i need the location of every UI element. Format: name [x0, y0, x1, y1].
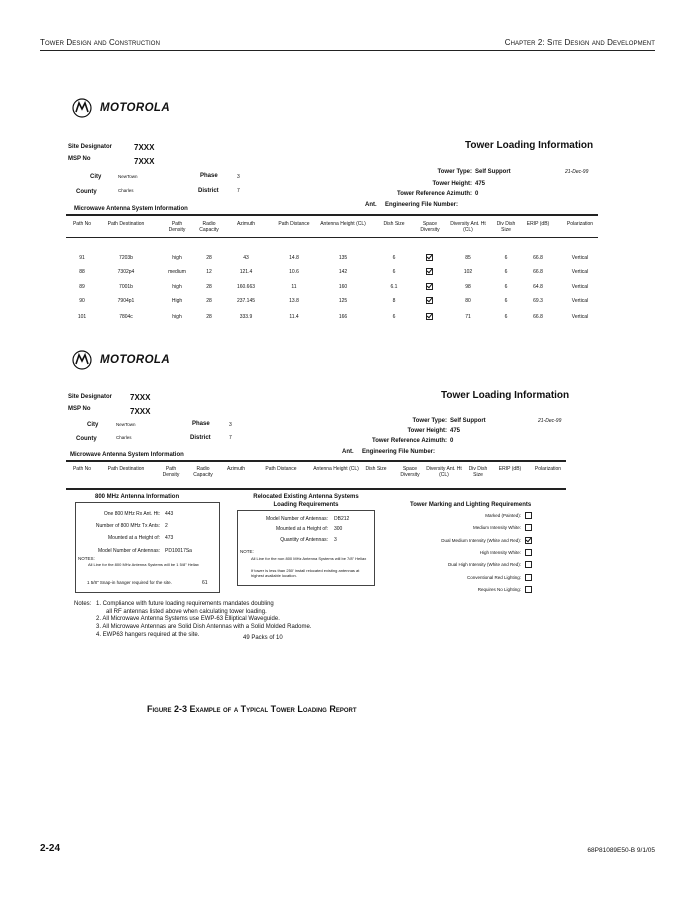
table-cell: 135 [338, 255, 348, 261]
tower-type-value: Self Support [475, 169, 511, 175]
marking-title: Tower Marking and Lighting Requirements [410, 502, 532, 508]
column-header: Diversity Ant. Ht (CL) [426, 466, 462, 478]
antenna-800-title: 800 MHz Antenna Information [95, 494, 180, 500]
site-designator-value: 7XXX [134, 143, 155, 152]
column-header: Path Distance [278, 221, 310, 227]
tower-type-label: Tower Type: [437, 169, 472, 175]
column-header: Div Dish Size [496, 221, 516, 233]
marking-item-label: High Intensity White: [479, 549, 521, 555]
column-header: Antenna Height (CL) [320, 221, 366, 227]
motorola-logo-2 [72, 350, 170, 370]
table-cell: 102 [463, 269, 473, 275]
marking-item-label: Medium Intensity White: [472, 525, 521, 531]
notes-label: NOTES: [78, 556, 95, 561]
table-cell: 28 [206, 255, 212, 261]
relocated-note-label: NOTE: [240, 549, 254, 554]
column-header: Radio Capacity [193, 466, 213, 478]
report-title: Tower Loading Information [465, 140, 594, 151]
mounted-height-value: 473 [165, 535, 174, 541]
table-cell: 237.145 [236, 298, 256, 304]
table-cell: 6 [392, 314, 396, 320]
table-cell: 166 [338, 314, 348, 320]
table-cell: 7001b [119, 284, 133, 290]
column-header: Antenna Height (CL) [313, 466, 359, 472]
table-cell: 88 [79, 269, 85, 275]
marking-item-label: Requires No Lighting: [477, 586, 521, 592]
table-cell: medium [168, 269, 186, 275]
table-cell: 6 [504, 298, 508, 304]
table-cell: 11 [291, 284, 297, 290]
report-date: 21-Dec-99 [565, 169, 589, 175]
city-label: City [87, 422, 99, 428]
tower-height-label: Tower Height: [407, 428, 447, 434]
column-header: Azimuth [226, 466, 246, 472]
column-header: Path Density [168, 221, 186, 233]
marking-checkbox [525, 512, 532, 519]
marking-checkbox [525, 549, 532, 556]
relocated-model-label: Model Number of Antennas: [266, 516, 328, 522]
table-cell: Vertical [571, 298, 589, 304]
county-value: Charles [118, 188, 134, 193]
column-header: Path No [72, 221, 92, 227]
note-item: 2. All Microwave Antenna Systems use EWP-63 Elliptical Waveguide. [96, 616, 280, 623]
running-header-left: Tower Design and Construction [40, 38, 161, 47]
report-title: Tower Loading Information [441, 390, 570, 401]
heliax-note: All Line for the 800 MHz Antenna Systems will be 1 5/8" Heliax [88, 562, 199, 567]
table-cell: Vertical [571, 269, 589, 275]
column-header: Polarization [534, 466, 562, 472]
table-cell: 125 [338, 298, 348, 304]
column-header: Path No [72, 466, 92, 472]
space-diversity-checkbox [426, 254, 433, 261]
mounted-height-label: Mounted at a Height of: [108, 535, 160, 541]
table-cell: 66.8 [533, 269, 543, 275]
table-cell: 80 [465, 298, 471, 304]
column-header: Space Diversity [400, 466, 420, 478]
azimuth-label: Tower Reference Azimuth: [371, 438, 447, 444]
marking-checkbox [525, 537, 532, 544]
table-cell: 69.3 [533, 298, 543, 304]
motorola-batwing-icon [72, 98, 92, 118]
relocated-note-1: All Line for the non 800 MHz Antenna Systems will be 7/8" Heliax [251, 556, 367, 561]
table-cell: high [172, 284, 182, 290]
msp-label: MSP No [68, 156, 91, 162]
table-header-rule [66, 237, 598, 238]
table-cell: 333.9 [239, 314, 253, 320]
relocated-mounted-value: 300 [334, 526, 343, 532]
table-cell: 8 [392, 298, 396, 304]
marking-checkbox [525, 586, 532, 593]
motorola-batwing-icon [72, 350, 92, 370]
table-cell: 66.8 [533, 314, 543, 320]
column-header: Div Dish Size [468, 466, 488, 478]
engineering-file-label: Engineering File Number: [362, 449, 436, 455]
tx-count-label: Number of 800 MHz Tx Ants: [95, 523, 160, 529]
page-number: 2-24 [40, 843, 61, 854]
snapin-note: 1 5/8" Snap-in hanger required for the site. [87, 580, 172, 585]
table-cell: Vertical [571, 284, 589, 290]
model-number-value: PD10017Sa [165, 548, 192, 554]
note-item: 1. Compliance with future loading requirements mandates doubling [96, 601, 274, 607]
table-cell: 6 [504, 255, 508, 261]
district-value: 7 [229, 435, 232, 441]
section-rule [66, 214, 598, 216]
column-header: Dish Size [365, 466, 387, 472]
column-header: ERIP (dB) [498, 466, 522, 472]
tower-height-value: 475 [475, 181, 486, 187]
table-cell: 89 [79, 284, 85, 290]
marking-checkbox [525, 561, 532, 568]
district-value: 7 [237, 188, 240, 194]
column-header: Polarization [566, 221, 594, 227]
microwave-section-label: Microwave Antenna System Information [70, 452, 184, 458]
column-header: Path Destination [107, 221, 145, 227]
snapin-count: 61 [202, 580, 208, 586]
phase-value: 3 [229, 422, 232, 428]
report-date: 21-Dec-99 [538, 418, 562, 424]
site-designator-value: 7XXX [130, 393, 151, 402]
azimuth-label: Tower Reference Azimuth: [396, 191, 472, 197]
msp-value: 7XXX [134, 157, 155, 166]
phase-value: 3 [237, 174, 240, 180]
table-cell: 10.6 [289, 269, 299, 275]
district-label: District [198, 188, 219, 194]
section-rule [66, 460, 566, 462]
table-cell: 7302p4 [117, 269, 135, 275]
table-cell: 7804c [119, 314, 133, 320]
marking-checkbox [525, 524, 532, 531]
table-cell: 160 [338, 284, 348, 290]
table-cell: 6 [392, 255, 396, 261]
tower-height-label: Tower Height: [432, 181, 472, 187]
table-cell: 66.8 [533, 255, 543, 261]
relocated-title: Relocated Existing Antenna Systems Loading Requirements [253, 494, 359, 508]
district-label: District [190, 435, 211, 441]
table-cell: 12 [206, 269, 212, 275]
rx-height-value: 443 [165, 511, 174, 517]
table-cell: 101 [77, 314, 87, 320]
column-header: Diversity Ant. Ht (CL) [450, 221, 486, 233]
notes-label: Notes: [74, 601, 92, 607]
doc-id: 68P81089E50-B 9/1/05 [587, 847, 655, 854]
relocated-qty-value: 3 [334, 537, 337, 543]
marking-checkbox [525, 574, 532, 581]
ant-label: Ant. [365, 202, 377, 208]
site-designator-label: Site Designator [68, 144, 113, 150]
table-cell: 13.8 [289, 298, 299, 304]
table-cell: 142 [338, 269, 348, 275]
table-cell: high [172, 255, 182, 261]
table-cell: 7203b [119, 255, 133, 261]
county-label: County [76, 436, 97, 442]
figure-caption: Figure 2-3 Example of a Typical Tower Loading Report [147, 704, 357, 714]
rx-height-label: One 800 MHz Rx Ant. Ht: [103, 511, 160, 517]
space-diversity-checkbox [426, 283, 433, 290]
table-cell: 11.4 [289, 314, 299, 320]
relocated-model-value: DB212 [334, 516, 350, 522]
city-value: NewTown [118, 174, 138, 179]
marking-item-label: Dual Medium Intensity (White and Red): [441, 537, 521, 543]
model-number-label: Model Number of Antennas: [98, 548, 160, 554]
city-label: City [90, 174, 102, 180]
table-cell: Vertical [571, 314, 589, 320]
marking-item-label: Marked (Painted): [485, 513, 521, 518]
azimuth-value: 0 [450, 438, 454, 444]
city-value: NewTown [116, 422, 136, 427]
phase-label: Phase [200, 173, 218, 179]
column-header: Path Distance [265, 466, 297, 472]
engineering-file-label: Engineering File Number: [385, 202, 459, 208]
table-cell: 64.8 [533, 284, 543, 290]
column-header: Path Density [162, 466, 180, 478]
table-cell: Vertical [571, 255, 589, 261]
table-cell: 28 [206, 284, 212, 290]
table-cell: 28 [206, 298, 212, 304]
msp-value: 7XXX [130, 407, 151, 416]
tower-height-value: 475 [450, 428, 461, 434]
column-header: ERIP (dB) [526, 221, 550, 227]
table-cell: 85 [465, 255, 471, 261]
note-item: 3. All Microwave Antennas are Solid Dish Antennas with a Solid Molded Radome. [96, 624, 312, 631]
space-diversity-checkbox [426, 297, 433, 304]
table-cell: 14.8 [289, 255, 299, 261]
table-cell: 6 [504, 314, 508, 320]
table-cell: 7904p1 [117, 298, 135, 304]
space-diversity-checkbox [426, 313, 433, 320]
azimuth-value: 0 [475, 191, 479, 197]
table-cell: 6 [392, 269, 396, 275]
site-designator-label: Site Designator [68, 394, 113, 400]
logo-text: MOTOROLA [100, 102, 171, 114]
table-cell: 6 [504, 269, 508, 275]
phase-label: Phase [192, 421, 210, 427]
table-cell: 160.663 [236, 284, 256, 290]
table-cell: 91 [79, 255, 85, 261]
column-header: Path Destination [107, 466, 145, 472]
relocated-note-2: If tower is less than 250' install relocated existing antennas at highest available location. [251, 568, 360, 579]
msp-label: MSP No [68, 406, 91, 412]
relocated-mounted-label: Mounted at a Height of: [276, 526, 328, 532]
running-header-right: Chapter 2: Site Design and Development [504, 38, 655, 47]
table-cell: 121.4 [239, 269, 253, 275]
county-value: Charles [116, 435, 132, 440]
tx-count-value: 2 [165, 523, 168, 529]
logo-text: MOTOROLA [100, 354, 171, 366]
table-cell: 6 [504, 284, 508, 290]
table-cell: high [172, 314, 182, 320]
county-label: County [76, 189, 97, 195]
note-item: all RF antennas listed above when calculating tower loading. [106, 608, 267, 615]
table-cell: 43 [243, 255, 249, 261]
table-bottom-rule [66, 488, 566, 490]
ant-label: Ant. [342, 449, 354, 455]
header-rule [40, 50, 655, 51]
table-cell: High [171, 298, 183, 304]
microwave-section-label: Microwave Antenna System Information [74, 206, 188, 212]
tower-type-value: Self Support [450, 418, 486, 424]
space-diversity-checkbox [426, 268, 433, 275]
table-cell: 98 [465, 284, 471, 290]
table-cell: 90 [79, 298, 85, 304]
note-item: 4. EWP63 hangers required at the site. [96, 631, 200, 638]
motorola-logo [72, 98, 170, 118]
table-cell: 71 [465, 314, 471, 320]
tower-type-label: Tower Type: [412, 418, 447, 424]
marking-item-label: Conventional Red Lighting: [466, 574, 521, 580]
column-header: Azimuth [236, 221, 256, 227]
relocated-qty-label: Quantity of Antennas: [280, 537, 328, 543]
column-header: Space Diversity [420, 221, 440, 233]
table-cell: 28 [206, 314, 212, 320]
column-header: Radio Capacity [199, 221, 219, 233]
marking-item-label: Dual High Intensity (White and Red): [447, 562, 521, 568]
packs-note: 49 Packs of 10 [243, 635, 283, 641]
table-cell: 6.1 [390, 284, 398, 290]
column-header: Dish Size [383, 221, 405, 227]
